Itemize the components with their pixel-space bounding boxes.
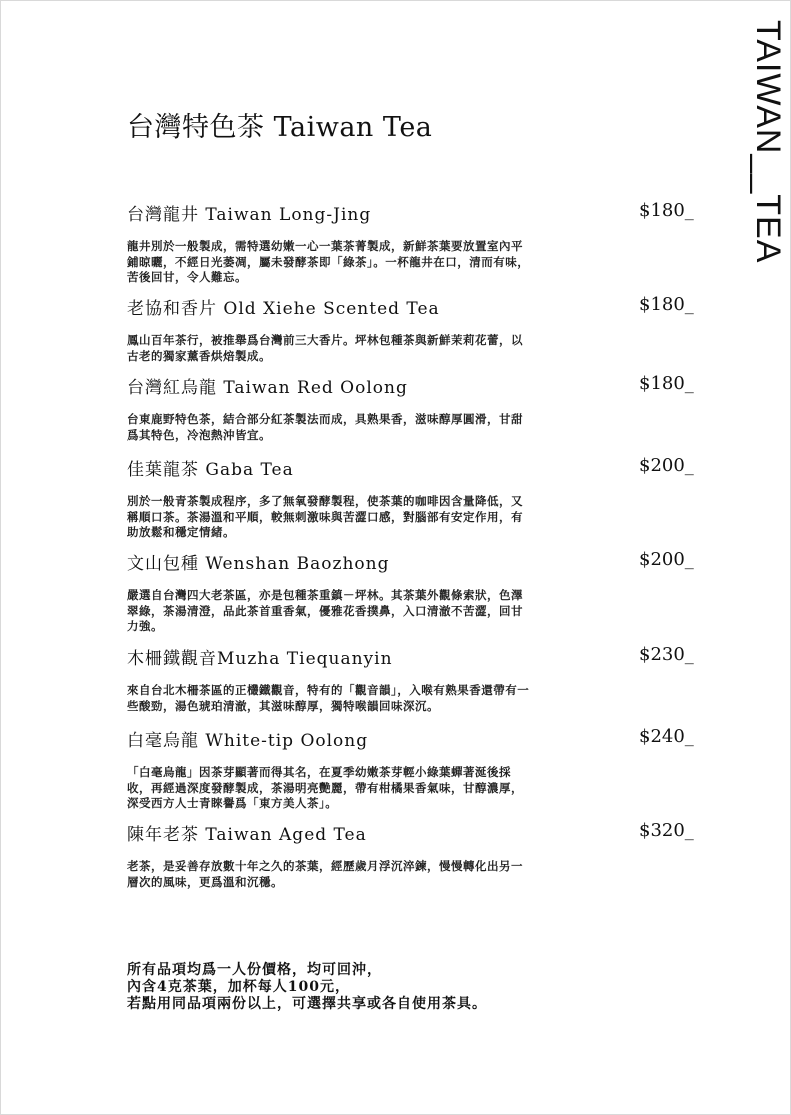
item-name: 文山包種 Wenshan Baozhong: [127, 554, 390, 574]
item-description: 龍井別於一般製成，需特選幼嫩一心一葉茶菁製成，新鮮茶葉要放置室內平鋪晾曬，不經日光萎凋，屬未發酵茶即「綠茶」。一杯龍井在口，清而有味，苦後回甘，令人難忘。: [127, 239, 530, 284]
menu-item: [127, 455, 697, 541]
item-description: 來自台北木柵茶區的正欉鐵觀音，特有的「觀音韻」，入喉有熟果香還帶有一些酸勁，湯色琥珀清澈，其滋味醇厚，獨特喉韻回味深沉。: [127, 683, 530, 713]
side-title: TAIWAN__TEA: [749, 20, 787, 264]
item-name: 白毫烏龍 White-tip Oolong: [127, 731, 369, 751]
item-description: 鳳山百年茶行，被推舉爲台灣前三大香片。坪林包種茶與新鮮茉莉花蕾，以古老的獨家薰香烘焙製成。: [127, 333, 523, 363]
menu-item: [127, 294, 697, 364]
item-name: 台灣紅烏龍 Taiwan Red Oolong: [127, 378, 408, 398]
menu-item: [127, 373, 697, 443]
item-name: 老協和香片 Old Xiehe Scented Tea: [127, 299, 440, 319]
menu-item: [127, 549, 697, 635]
item-price: $320_: [639, 820, 694, 841]
footer-note: [127, 962, 647, 1013]
item-name: 佳葉龍茶 Gaba Tea: [127, 460, 294, 480]
menu-item: [127, 820, 697, 890]
item-price: $240_: [639, 726, 694, 747]
item-name: 台灣龍井 Taiwan Long-Jing: [127, 205, 372, 225]
item-price: $200_: [639, 455, 694, 476]
item-description: 嚴選自台灣四大老茶區，亦是包種茶重鎮－坪林。其茶葉外觀條索狀，色澤翠綠，茶湯清澄，品此茶首重香氣，優雅花香撲鼻，入口清澈不苦澀，回甘力強。: [127, 588, 523, 633]
item-description: 別於一般青茶製成程序，多了無氧發酵製程，使茶葉的咖啡因含量降低，又稱順口茶。茶湯溫和平順，較無刺激味與苦澀口感，對腦部有安定作用，有助放鬆和穩定情緒。: [127, 494, 523, 539]
item-price: $200_: [639, 549, 694, 570]
footer-line: 若點用同品項兩份以上，可選擇共享或各自使用茶具。: [127, 996, 487, 1012]
menu-item: [127, 644, 697, 714]
item-description: 「白毫烏龍」因茶芽顯著而得其名，在夏季幼嫩茶芽輕小綠葉蟬著涎後採收，再經過深度發酵製成，茶湯明亮艷麗，帶有柑橘果香氣味，甘醇濃厚，深受西方人士青睞譽爲「東方美人茶」。: [127, 765, 523, 810]
item-price: $180_: [639, 294, 694, 315]
item-price: $180_: [639, 373, 694, 394]
footer-line: 內含4克茶葉，加杯每人100元，: [127, 979, 350, 995]
item-name: 陳年老茶 Taiwan Aged Tea: [127, 825, 367, 845]
item-price: $180_: [639, 200, 694, 221]
item-price: $230_: [639, 644, 694, 665]
page-title: 台灣特色茶 Taiwan Tea: [127, 112, 433, 143]
menu-item: [127, 200, 697, 286]
item-name: 木柵鐵觀音Muzha Tiequanyin: [127, 649, 393, 669]
item-description: 台東鹿野特色茶，結合部分紅茶製法而成，具熟果香，滋味醇厚圓滑，甘甜爲其特色，冷泡熱沖皆宜。: [127, 412, 523, 442]
item-description: 老茶，是妥善存放數十年之久的茶葉，經歷歲月浮沉淬鍊，慢慢轉化出另一層次的風味，更爲溫和沉穩。: [127, 859, 523, 889]
menu-item: [127, 726, 697, 812]
footer-line: 所有品項均爲一人份價格，均可回沖，: [127, 962, 382, 978]
